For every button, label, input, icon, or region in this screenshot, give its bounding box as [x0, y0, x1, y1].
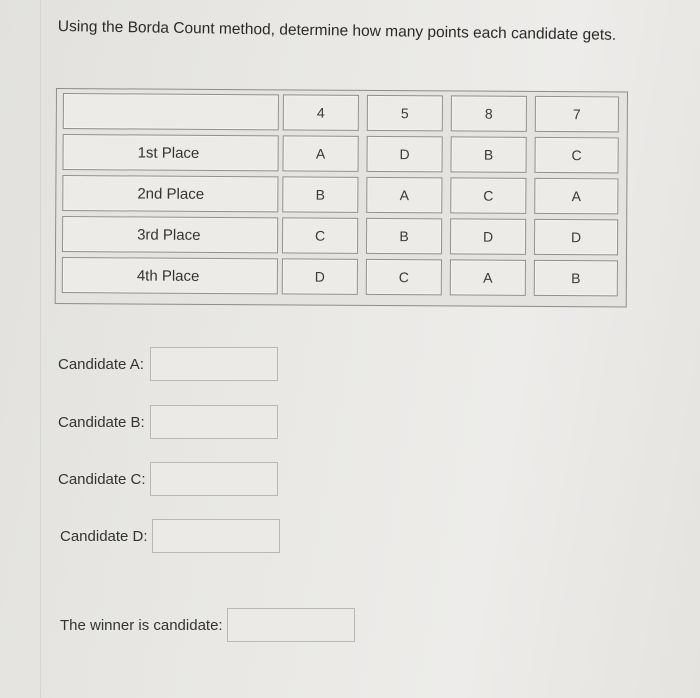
table-cell: A — [282, 135, 358, 171]
winner-input[interactable] — [227, 608, 355, 642]
page-edge — [40, 0, 41, 698]
table-header-count: 8 — [451, 95, 527, 131]
candidate-a-input[interactable] — [150, 347, 278, 381]
table-header-count: 4 — [283, 94, 359, 130]
candidate-d-row — [60, 519, 280, 553]
table-header-count: 5 — [367, 95, 443, 131]
table-row-label: 1st Place — [62, 134, 278, 171]
table-cell: B — [282, 176, 358, 212]
winner-row — [60, 608, 355, 642]
candidate-b-label: Candidate B: — [58, 413, 145, 431]
table-cell: C — [450, 177, 526, 213]
table-row-label: 3rd Place — [62, 216, 278, 253]
table-cell: C — [534, 137, 618, 174]
table-cell: D — [282, 258, 358, 294]
table-row-label: 4th Place — [62, 257, 278, 294]
candidate-c-input[interactable] — [150, 462, 278, 496]
table-cell: A — [366, 177, 442, 213]
candidate-a-label: Candidate A: — [58, 355, 144, 373]
table-cell: A — [450, 259, 526, 295]
candidate-c-label: Candidate C: — [58, 470, 146, 488]
table-cell: B — [450, 136, 526, 172]
table-cell: C — [366, 259, 442, 295]
preference-table — [55, 88, 628, 307]
table-row-label: 2nd Place — [62, 175, 278, 212]
table-cell: B — [534, 260, 618, 297]
table-cell: B — [366, 218, 442, 254]
candidate-b-input[interactable] — [150, 405, 278, 439]
table-header-count: 7 — [535, 96, 619, 133]
candidate-a-row — [58, 347, 278, 381]
question-text: Using the Borda Count method, determine how many points each candidate gets. — [57, 18, 617, 44]
table-cell: D — [366, 136, 442, 172]
table-cell: A — [534, 178, 618, 215]
table-cell: C — [282, 217, 358, 253]
winner-label: The winner is candidate: — [60, 616, 223, 634]
table-header-blank — [63, 93, 279, 130]
candidate-b-row — [58, 405, 278, 439]
table-cell: D — [534, 219, 618, 256]
candidate-d-label: Candidate D: — [60, 527, 148, 545]
table-cell: D — [450, 218, 526, 254]
candidate-d-input[interactable] — [152, 519, 280, 553]
candidate-c-row — [58, 462, 278, 496]
